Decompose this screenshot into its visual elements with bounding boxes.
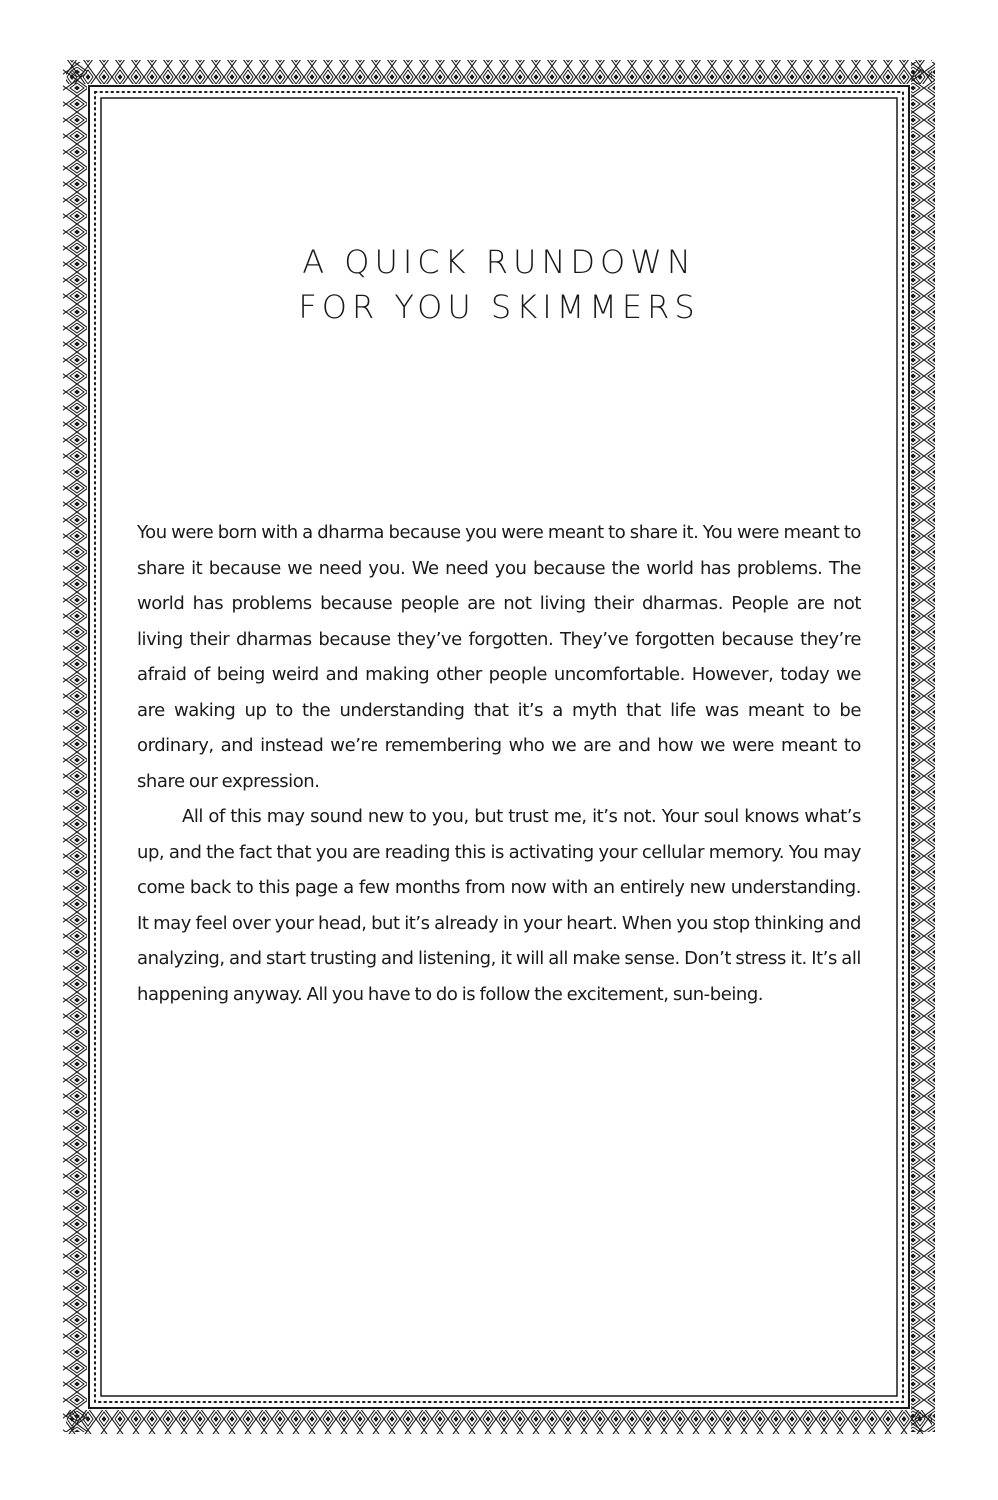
paragraph-2: All of this may sound new to you, but trust me, it’s not. Your soul knows what’s up, and the fact that you are reading this is activating your cellular memory. You may come back to this page a few months from now with an entirely new understanding. It may feel over your head, but it’s already in your heart. When you stop thinking and analyzing, and start trusting and listening, it will all make sense. Don’t stress it. It’s all happening anyway. All you have to do is follow the excitement, sun-being. [137, 806, 861, 1005]
paragraph-1: You were born with a dharma because you were meant to share it. You were meant to share it because we need you. We need you because the world has problems. The world has problems because people are not living their dharmas. People are not living their dharmas because they’ve forgotten. They’ve forgotten because they’re afraid of being weird and making other people uncomfortable. However, today we are waking up to the understanding that it’s a myth that life was meant to be ordinary, and instead we’re remembering who we are and how we were meant to share our expression. [137, 522, 861, 792]
border-left-band [63, 62, 87, 1432]
title-line-2: FOR YOU SKIMMERS [298, 288, 700, 326]
border-bottom-band [66, 1410, 932, 1434]
page-title [137, 240, 861, 330]
page-content [137, 240, 861, 1012]
title-line-1: A QUICK RUNDOWN [302, 243, 696, 281]
border-right-band [911, 62, 935, 1432]
body-text [137, 515, 861, 1012]
border-top-band [66, 60, 932, 84]
